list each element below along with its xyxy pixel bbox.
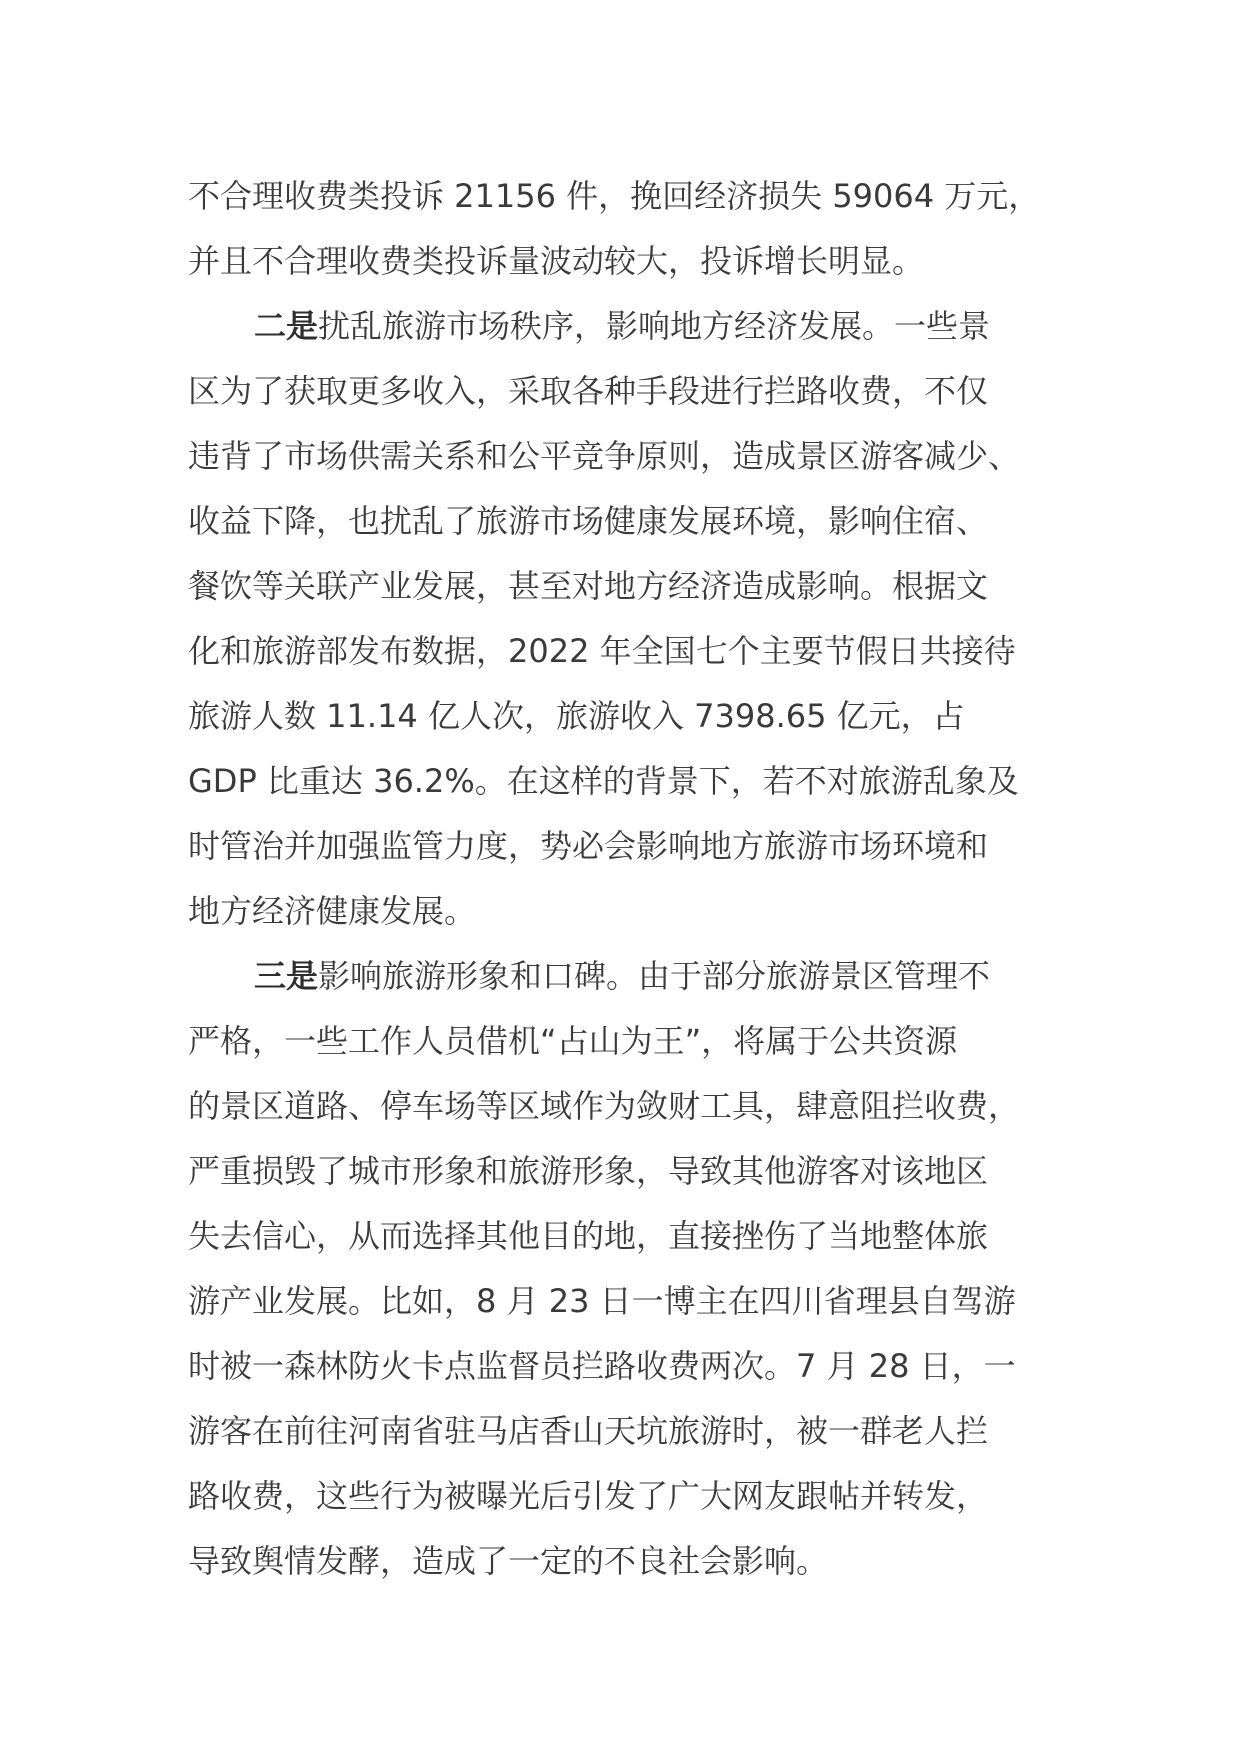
text-span: 扰乱旅游市场秩序，影响地方经济发展。一些景	[318, 307, 991, 345]
text-line: 违背了市场供需关系和公平竞争原则，造成景区游客减少、	[188, 437, 1021, 475]
text-line: 区为了获取更多收入，采取各种手段进行拦路收费，不仅	[188, 372, 989, 410]
text-line: 严重损毁了城市形象和旅游形象，导致其他游客对该地区	[188, 1152, 989, 1190]
document-body	[188, 164, 1054, 1594]
text-line: 路收费，这些行为被曝光后引发了广大网友跟帖并转发，	[188, 1477, 989, 1515]
paragraph-2	[188, 294, 1054, 944]
paragraph-lead: 二是	[254, 307, 319, 345]
text-line: 时被一森林防火卡点监督员拦路收费两次。7 月 28 日，一	[188, 1347, 1016, 1385]
paragraph-1	[188, 164, 1054, 294]
text-line: 游客在前往河南省驻马店香山天坑旅游时，被一群老人拦	[188, 1412, 989, 1450]
text-line: 严格，一些工作人员借机“占山为王”，将属于公共资源	[188, 1022, 958, 1060]
text-line: 的景区道路、停车场等区域作为敛财工具，肆意阻拦收费，	[188, 1087, 1021, 1125]
text-line: 不合理收费类投诉 21156 件，挽回经济损失 59064 万元，	[188, 177, 1041, 215]
text-line: 失去信心，从而选择其他目的地，直接挫伤了当地整体旅	[188, 1217, 989, 1255]
text-line: GDP 比重达 36.2%。在这样的背景下，若不对旅游乱象及	[188, 762, 1019, 800]
text-line: 餐饮等关联产业发展，甚至对地方经济造成影响。根据文	[188, 567, 989, 605]
text-line: 游产业发展。比如，8 月 23 日一博主在四川省理县自驾游	[188, 1282, 1016, 1320]
paragraph-first-line	[188, 294, 1054, 359]
text-line: 时管治并加强监管力度，势必会影响地方旅游市场环境和	[188, 827, 989, 865]
paragraph-lead: 三是	[254, 957, 319, 995]
text-span: 影响旅游形象和口碑。由于部分旅游景区管理不	[318, 957, 991, 995]
text-line: 并且不合理收费类投诉量波动较大，投诉增长明显。	[188, 242, 925, 280]
text-line: 地方经济健康发展。	[188, 892, 477, 930]
text-line: 收益下降，也扰乱了旅游市场健康发展环境，影响住宿、	[188, 502, 989, 540]
text-line: 导致舆情发酵，造成了一定的不良社会影响。	[188, 1542, 829, 1580]
paragraph-first-line	[188, 944, 1054, 1009]
paragraph-3	[188, 944, 1054, 1594]
text-line: 化和旅游部发布数据，2022 年全国七个主要节假日共接待	[188, 632, 1016, 670]
text-line: 旅游人数 11.14 亿人次，旅游收入 7398.65 亿元，占	[188, 697, 965, 735]
